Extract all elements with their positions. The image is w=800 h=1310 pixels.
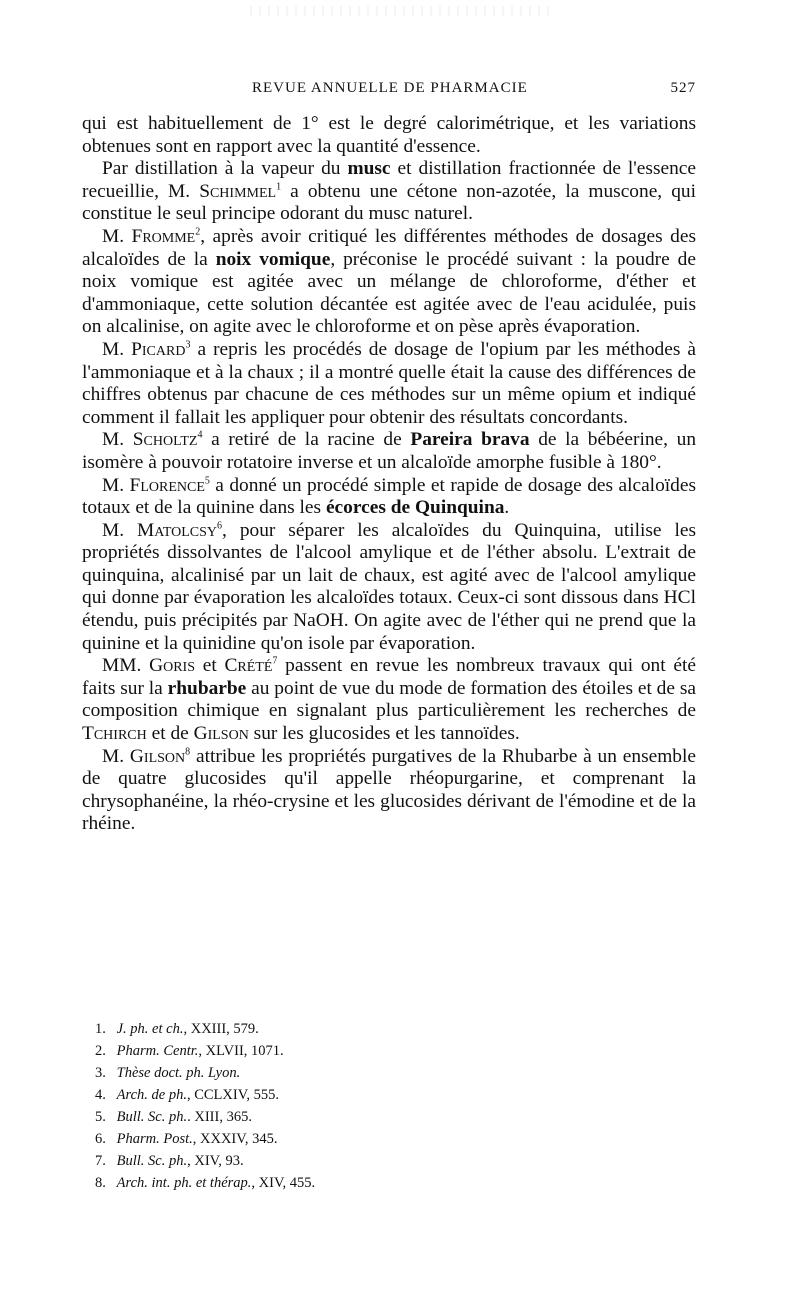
paragraph-text: M. — [102, 519, 138, 541]
paragraph — [82, 339, 696, 429]
paragraph-text: , pour séparer les alcaloïdes du Quinquina, utilise les propriétés dissolvantes de l'alcool amylique et de l'éther absolu. L'extrait de quinquina, alcalinisé par un lait de chaux, est agité avec de l'alcool amylique qui donne par évaporation les alcaloïdes totaux. Ceux-ci sont dissous dans HCl étendu, puis précipités par NaOH. On agite avec de l'éther qui ne prend que la quinine et la quinidine qu'on isole par évaporation. — [82, 519, 697, 654]
footnote-reference: , XLVII, 1071. — [198, 1043, 284, 1059]
footnote-marker: 8 — [185, 746, 191, 758]
paragraph-text: passent en revue les nombreux travaux qui ont été faits sur la — [82, 655, 696, 699]
footnote-marker: 3 — [185, 339, 191, 351]
footnote-marker: 5 — [204, 475, 210, 487]
footnote-source: Pharm. Centr. — [116, 1043, 199, 1059]
footnote — [95, 1172, 595, 1194]
paragraph-text: a obtenu une cétone non-azotée, la muscone, qui constitue le seul principe odorant du musc naturel. — [82, 180, 696, 225]
footnote-number: 6. — [95, 1131, 106, 1147]
footnotes — [95, 1018, 595, 1194]
footnote-reference: , XXIII, 579. — [183, 1021, 259, 1037]
footnote-reference: , XXXIV, 345. — [192, 1131, 278, 1147]
footnote-source: Arch. int. ph. et thérap. — [116, 1175, 252, 1191]
footnote-reference: , XIV, 455. — [251, 1175, 316, 1191]
footnote-source: Bull. Sc. ph. — [116, 1109, 188, 1125]
footnote — [95, 1128, 595, 1150]
footnote-marker: 7 — [272, 655, 278, 667]
footnote — [95, 1040, 595, 1062]
footnote-number: 7. — [95, 1153, 106, 1169]
author-name: Crété — [224, 655, 273, 677]
footnote-reference: , XIV, 93. — [187, 1153, 244, 1169]
footnote-reference: , CCLXIV, 555. — [186, 1087, 279, 1103]
footnote-source: Pharm. Post. — [116, 1131, 193, 1147]
paragraph-text: M. — [102, 745, 130, 767]
paragraph-text: a retiré de la racine de — [202, 429, 411, 451]
author-name: Scholtz — [132, 429, 198, 451]
subject-term: noix vomique — [215, 248, 331, 270]
subject-term: musc — [347, 158, 391, 180]
paragraph-text: au point de vue du mode de formation des étoiles et de sa composition chimique en signalant plus particulièrement les recherches de — [82, 677, 696, 722]
subject-term: rhubarbe — [167, 677, 247, 699]
paragraph-text: et — [194, 655, 225, 677]
paragraph — [82, 475, 696, 520]
subject-term: écorces de Quinquina — [325, 497, 505, 519]
footnote-number: 1. — [95, 1021, 106, 1037]
paragraph — [82, 158, 696, 226]
paragraph — [82, 520, 696, 656]
footnote — [95, 1018, 595, 1040]
paragraph — [82, 226, 696, 339]
footnote-marker: 2 — [195, 226, 201, 238]
paragraph-text: , préconise le procédé suivant : la poudre de noix vomique est agitée avec un mélange de chloroforme, d'éther et d'ammoniaque, cette solution décantée est agitée avec de l'eau acidulée, puis on alcalinise, on agite avec le chloroforme et on pèse après évaporation. — [82, 248, 696, 338]
author-name: Goris — [149, 655, 195, 677]
paragraph — [82, 429, 696, 474]
author-name: Florence — [129, 474, 205, 496]
footnote — [95, 1084, 595, 1106]
paragraph-text: attribue les propriétés purgatives de la Rhubarbe à un ensemble de quatre glucosides qu'il appelle rhéopurgarine, et comprenant la chrysophanéine, la rhéo-crysine et les glucosides dérivant de l'émodine et de la rhéine. — [82, 745, 696, 835]
paragraph-text: . — [504, 497, 510, 519]
author-name: Fromme — [131, 225, 196, 247]
footnote — [95, 1106, 595, 1128]
paragraph-text: , après avoir critiqué les différentes méthodes de dosages des alcaloïdes de la — [82, 225, 697, 270]
paragraph — [82, 746, 696, 836]
footnote-number: 5. — [95, 1109, 106, 1125]
article-body — [82, 113, 696, 836]
paragraph-text: et distillation fractionnée de l'essence recueillie, M. — [82, 158, 697, 202]
scan-speckle — [250, 6, 550, 16]
running-header — [82, 80, 696, 102]
paragraph-text: sur les glucosides et les tannoïdes. — [248, 723, 520, 745]
footnote-marker: 1 — [276, 181, 282, 193]
author-name: Picard — [131, 338, 186, 360]
footnote-source: Thèse doct. ph. Lyon. — [116, 1065, 241, 1081]
footnote-source: Bull. Sc. ph. — [116, 1153, 188, 1169]
paragraph-text: de la bébéerine, un isomère à pouvoir rotatoire inverse et un alcaloïde amorphe fusible à 180°. — [82, 429, 697, 473]
author-name: Gilson — [129, 745, 186, 767]
paragraph-text: et de — [146, 723, 194, 745]
footnote-number: 4. — [95, 1087, 106, 1103]
paragraph-text: Par distillation à la vapeur du — [102, 158, 348, 180]
footnote — [95, 1150, 595, 1172]
author-name: Tchirch — [82, 723, 147, 745]
paragraph-text: MM. — [102, 655, 150, 677]
footnote-number: 2. — [95, 1043, 106, 1059]
paragraph-text: M. — [102, 429, 133, 451]
author-name: Matolcsy — [137, 519, 218, 541]
footnote-marker: 4 — [197, 429, 203, 441]
footnote — [95, 1062, 595, 1084]
journal-title: REVUE ANNUELLE DE PHARMACIE — [252, 80, 528, 96]
author-name: Gilson — [193, 723, 249, 745]
footnote-number: 8. — [95, 1175, 106, 1191]
paragraph — [82, 113, 696, 158]
footnote-source: Arch. de ph. — [116, 1087, 187, 1103]
footnote-number: 3. — [95, 1065, 106, 1081]
footnote-marker: 6 — [217, 520, 223, 532]
paragraph-text: M. — [102, 225, 132, 247]
paragraph-text: M. — [102, 338, 132, 360]
footnote-reference: . XIII, 365. — [187, 1109, 252, 1125]
page-number: 527 — [670, 80, 696, 96]
footnote-source: J. ph. et ch. — [116, 1021, 184, 1037]
paragraph-text: a repris les procédés de dosage de l'opium par les méthodes à l'ammoniaque et à la chaux ; il a montré quelle était la cause des différences de chiffres obtenus par chacune de ces méthodes sur un même opium et indiqué comment il fallait les appliquer pour obtenir des résultats concordants. — [82, 338, 696, 428]
author-name: Schimmel — [199, 180, 277, 202]
paragraph-text: qui est habituellement de 1° est le degré calorimétrique, et les variations obtenues sont en rapport avec la quantité d'essence. — [82, 113, 696, 157]
paragraph-text: M. — [102, 474, 130, 496]
paragraph-text: a donné un procédé simple et rapide de dosage des alcaloïdes totaux et de la quinine dans les — [82, 474, 697, 519]
paragraph — [82, 655, 696, 745]
subject-term: Pareira brava — [410, 429, 530, 451]
